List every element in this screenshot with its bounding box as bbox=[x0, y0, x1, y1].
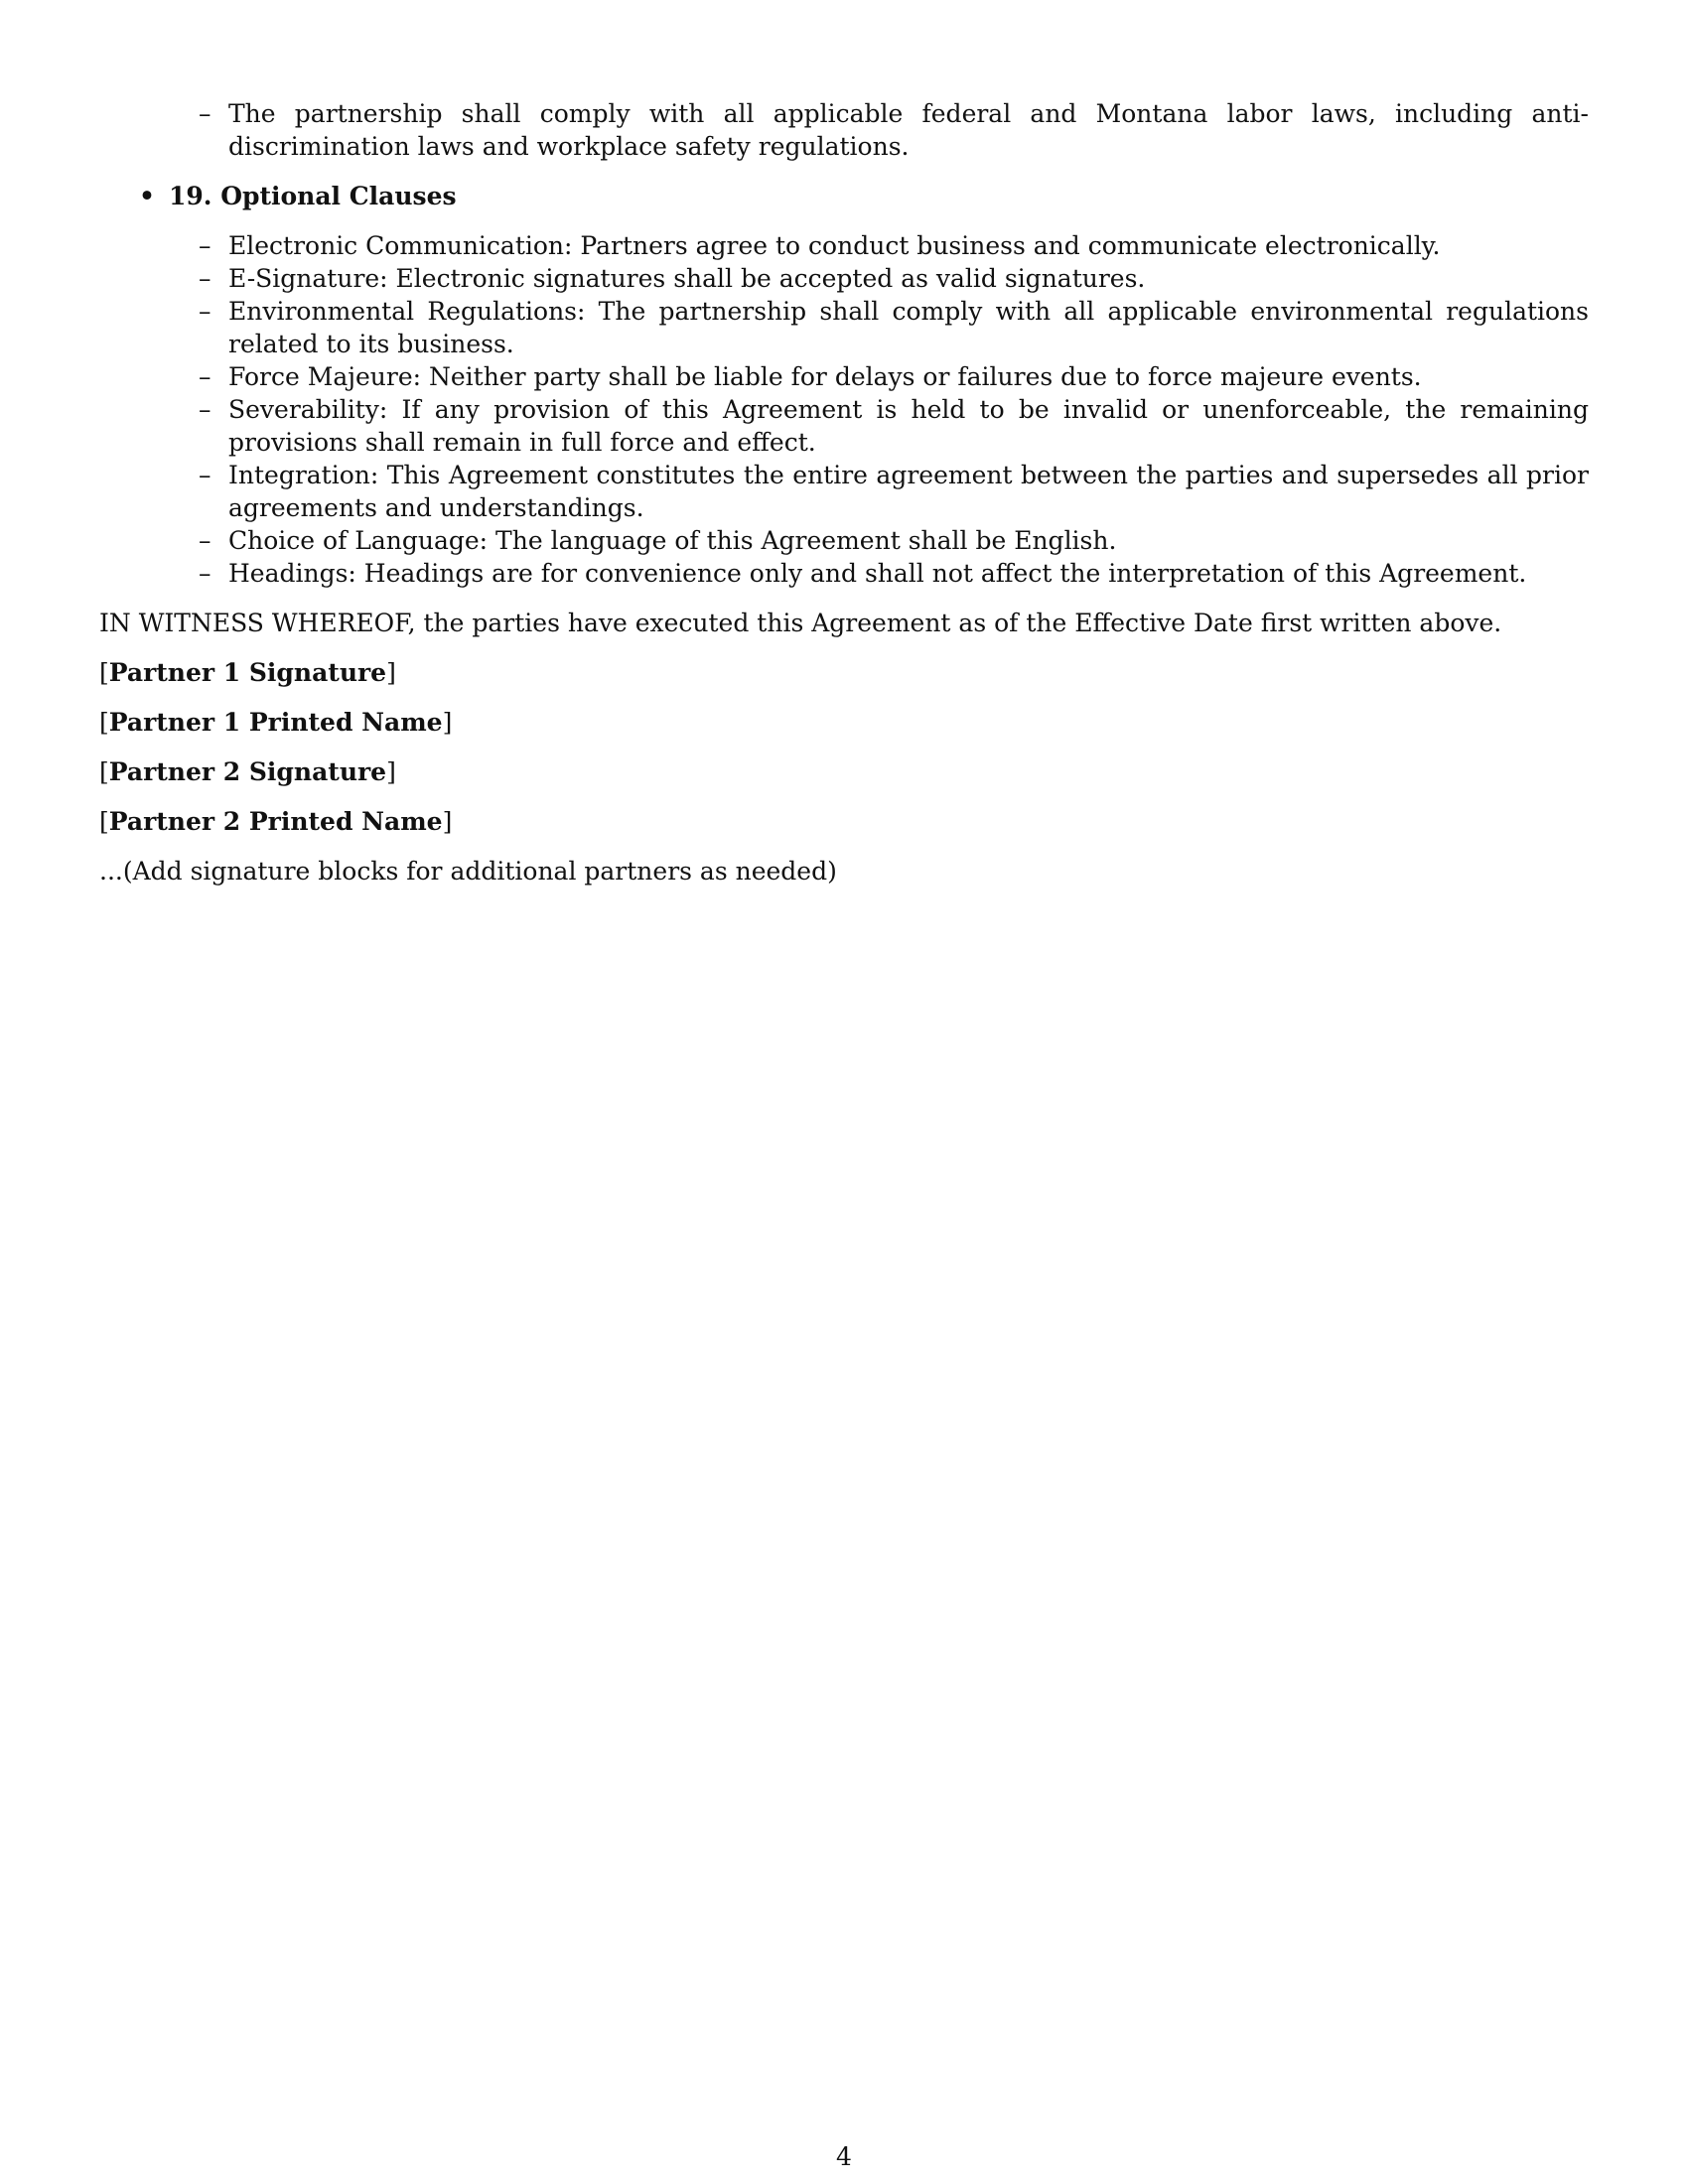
partner1-signature-line bbox=[99, 656, 1589, 689]
list-item-text: Force Majeure: Neither party shall be liable for delays or failures due to force majeure events. bbox=[228, 362, 1422, 391]
open-bracket: [ bbox=[99, 807, 109, 836]
list-item bbox=[199, 229, 1589, 262]
bullet-marker: • bbox=[139, 182, 155, 210]
partner2-signature-label: Partner 2 Signature bbox=[108, 757, 387, 786]
document-page bbox=[99, 97, 1589, 887]
close-bracket: ] bbox=[442, 807, 453, 836]
dash-marker: – bbox=[199, 461, 211, 489]
section-list bbox=[99, 180, 1589, 212]
list-item-text: E-Signature: Electronic signatures shall be accepted as valid signatures. bbox=[228, 264, 1146, 293]
open-bracket: [ bbox=[99, 708, 109, 737]
close-bracket: ] bbox=[386, 658, 396, 687]
dash-marker: – bbox=[199, 526, 211, 555]
optional-clauses-list bbox=[99, 229, 1589, 590]
list-item bbox=[199, 97, 1589, 163]
partner1-signature-label: Partner 1 Signature bbox=[108, 658, 387, 687]
dash-marker: – bbox=[199, 231, 211, 260]
close-bracket: ] bbox=[442, 708, 453, 737]
dash-marker: – bbox=[199, 297, 211, 326]
list-item-text: Severability: If any provision of this Agreement is held to be invalid or unenforceable, the remaining provisions shall remain in full force and effect. bbox=[228, 395, 1589, 457]
list-item-text: Integration: This Agreement constitutes the entire agreement between the parties and supersedes all prior agreements and understandings. bbox=[228, 461, 1589, 522]
list-item-text: Electronic Communication: Partners agree to conduct business and communicate electronically. bbox=[228, 231, 1441, 260]
additional-partners-note: ...(Add signature blocks for additional partners as needed) bbox=[99, 857, 837, 886]
section-heading-text: 19. Optional Clauses bbox=[169, 182, 457, 210]
section-19 bbox=[139, 180, 1589, 212]
partner2-signature-line bbox=[99, 755, 1589, 788]
dash-marker: – bbox=[199, 362, 211, 391]
page-number: 4 bbox=[836, 2142, 852, 2171]
labor-law-list bbox=[99, 97, 1589, 163]
partner1-printed-name-label: Partner 1 Printed Name bbox=[108, 708, 443, 737]
list-item bbox=[199, 393, 1589, 459]
list-item bbox=[199, 262, 1589, 295]
dash-marker: – bbox=[199, 395, 211, 424]
list-item bbox=[199, 295, 1589, 360]
list-item-text: Environmental Regulations: The partnership shall comply with all applicable environmental regulations related to its business. bbox=[228, 297, 1589, 358]
list-item-text: Headings: Headings are for convenience only and shall not affect the interpretation of this Agreement. bbox=[228, 559, 1527, 588]
section-heading bbox=[139, 180, 1589, 212]
partner1-printed-name-line bbox=[99, 706, 1589, 739]
close-bracket: ] bbox=[386, 757, 396, 786]
dash-marker: – bbox=[199, 264, 211, 293]
dash-marker: – bbox=[199, 559, 211, 588]
list-item bbox=[199, 524, 1589, 557]
open-bracket: [ bbox=[99, 658, 109, 687]
dash-marker: – bbox=[199, 99, 211, 128]
list-item-text: Choice of Language: The language of this Agreement shall be English. bbox=[228, 526, 1117, 555]
partner2-printed-name-label: Partner 2 Printed Name bbox=[108, 807, 443, 836]
list-item bbox=[199, 360, 1589, 393]
list-item bbox=[199, 459, 1589, 524]
open-bracket: [ bbox=[99, 757, 109, 786]
partner2-printed-name-line bbox=[99, 805, 1589, 838]
witness-paragraph: IN WITNESS WHEREOF, the parties have executed this Agreement as of the Effective Date first written above. bbox=[99, 609, 1502, 637]
list-item-text: The partnership shall comply with all applicable federal and Montana labor laws, including anti-discrimination laws and workplace safety regulations. bbox=[228, 99, 1589, 161]
list-item bbox=[199, 557, 1589, 590]
